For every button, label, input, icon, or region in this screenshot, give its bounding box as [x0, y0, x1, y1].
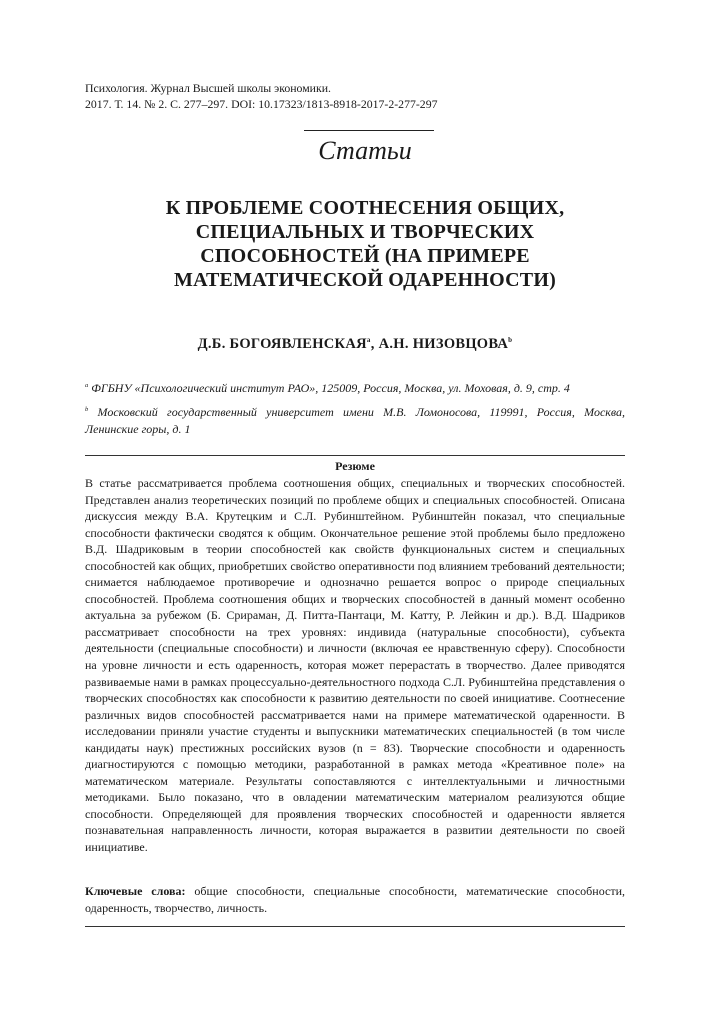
affiliation-item	[85, 377, 625, 397]
affiliation-text: Московский государственный университет имени М.В. Ломоносова, 119991, Россия, Москва, Ленинские горы, д. 1	[85, 405, 626, 436]
abstract-heading: Резюме	[335, 459, 375, 473]
author-separator: ,	[370, 335, 379, 352]
article-title	[110, 196, 620, 292]
author-name: А.Н. НИЗОВЦОВА	[378, 335, 509, 352]
abstract-text: В статье рассматривается проблема соотношения общих, специальных и творческих способностей. Представлен анализ теоретических позиций по проблеме общих и специальных способностей. Описана дискуссия между В.А. Крутецким и С.Л. Рубинштейном. Рубинштейн показал, что специальные способности фактически сводятся к общим. Окончательное решение этой проблемы было предложено В.Д. Шадриковым в теории способностей как свойств функциональных систем и специальных способностей как общих, приобретших свойство оперативности под влиянием требований деятельности; снимается наблюдаемое противоречие и однозначно решается вопрос о природе специальных способностей. Проблема соотношения общих и творческих способностей в данный момент особенно актуальна за рубежом (Б. Срираман, Д. Питта-Пантаци, М. Катту, Р. Лейкин и др.). В.Д. Шадриков рассматривает способности на трех уровнях: индивида (натуральные способности), субъекта деятельности (специальные способности) и личности (включая ее нравственную сферу). Способности на уровне личности и есть одаренность, которая может перерастать в творчество. Далее приводятся развиваемые нами в рамках процессуально-деятельностного подхода С.Л. Рубинштейна представления о творческих способностях как способности к развитию деятельности по своей инициативе. Соотнесение различных видов способностей рассматривается нами на примере математической одаренности. В исследовании приняли участие студенты и выпускники математических специальностей (в том числе кандидаты наук) престижных российских вузов (n = 83). Творческие способности и одаренность диагностируются с помощью методики, разработанной в рамках метода «Креативное поле» на математическом материале. Результаты сопоставляются с интеллектуальными и личностными методиками. Было показано, что в овладении математическим материалом реализуются общие способности. Определяющей для проявления творческих способностей и одаренности является познавательная направленность личности, которая выражается в развитии деятельности по своей инициативе.	[85, 476, 625, 855]
title-line: К ПРОБЛЕМЕ СООТНЕСЕНИЯ ОБЩИХ,	[165, 197, 565, 219]
affiliation-mark: a	[366, 336, 371, 344]
affiliation-text: ФГБНУ «Психологический институт РАО», 125009, Россия, Москва, ул. Моховая, д. 9, стр. 4	[91, 381, 570, 395]
keywords-text: общие способности, специальные способности, математические способности, одаренность, творчество, личность.	[85, 884, 625, 915]
section-divider	[304, 130, 434, 131]
abstract-top-rule	[85, 455, 625, 456]
title-line: МАТЕМАТИЧЕСКОЙ ОДАРЕННОСТИ)	[174, 269, 556, 291]
journal-header	[85, 80, 438, 112]
title-line: СПЕЦИАЛЬНЫХ И ТВОРЧЕСКИХ	[195, 221, 535, 243]
affiliation-mark: a	[85, 382, 89, 389]
affiliation-item	[85, 401, 625, 438]
title-line: СПОСОБНОСТЕЙ (НА ПРИМЕРЕ	[200, 245, 530, 267]
author-name: Д.Б. БОГОЯВЛЕНСКАЯ	[197, 335, 367, 352]
keywords-label: Ключевые слова:	[85, 884, 186, 898]
affiliation-mark: b	[85, 406, 89, 413]
abstract-bottom-rule	[85, 926, 625, 927]
authors	[85, 331, 625, 353]
keywords	[85, 883, 625, 916]
affiliations	[85, 377, 625, 442]
affiliation-mark: b	[508, 336, 513, 344]
section-label: Статьи	[318, 136, 412, 165]
journal-citation: 2017. Т. 14. № 2. С. 277–297. DOI: 10.17323/1813-8918-2017-2-277-297	[85, 97, 438, 111]
journal-name: Психология. Журнал Высшей школы экономики.	[85, 81, 331, 95]
